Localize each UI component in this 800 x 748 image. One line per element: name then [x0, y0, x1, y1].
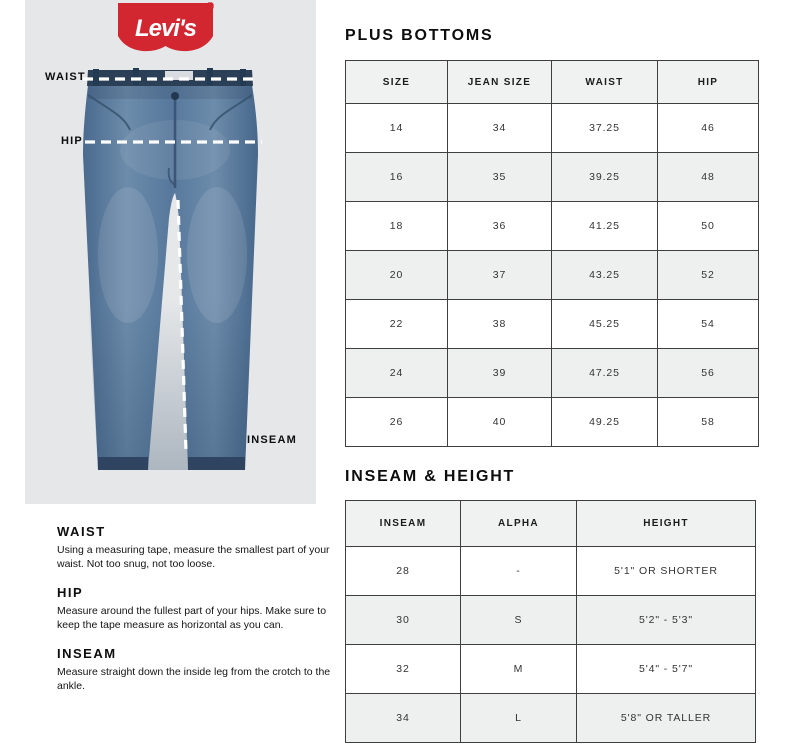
guide-waist-body: Using a measuring tape, measure the smallest part of your waist. Not too snug, not too loose.: [57, 544, 330, 571]
cell-alpha: L: [461, 694, 577, 743]
cell-jean-size: 34: [448, 104, 552, 153]
cell-height: 5'4" - 5'7": [577, 645, 756, 694]
table-row: [346, 645, 756, 694]
cell-size: 22: [346, 300, 448, 349]
plus-bottoms-title: PLUS BOTTOMS: [345, 27, 494, 44]
guide-inseam-body: Measure straight down the inside leg from the crotch to the ankle.: [57, 665, 331, 693]
cell-waist: 37.25: [552, 104, 658, 153]
table-row: [346, 694, 756, 743]
cell-inseam: 28: [346, 547, 461, 596]
column-header: JEAN SIZE: [448, 61, 552, 104]
table-row: [346, 202, 759, 251]
table-row: [346, 251, 759, 300]
cell-waist: 43.25: [552, 251, 658, 300]
table-row: [346, 596, 756, 645]
table-row: [346, 153, 759, 202]
column-header: ALPHA: [461, 501, 577, 547]
cell-jean-size: 40: [448, 398, 552, 447]
cell-jean-size: 39: [448, 349, 552, 398]
jeans-button: [171, 92, 179, 100]
table-row: [346, 104, 759, 153]
cell-height: 5'8" OR TALLER: [577, 694, 756, 743]
table-row: [346, 398, 759, 447]
cell-inseam: 34: [346, 694, 461, 743]
column-header: WAIST: [552, 61, 658, 104]
hip-label: HIP: [61, 135, 83, 147]
inseam-height-table: [345, 500, 756, 743]
cell-hip: 52: [658, 251, 759, 300]
cell-hip: 58: [658, 398, 759, 447]
cell-waist: 47.25: [552, 349, 658, 398]
cell-size: 18: [346, 202, 448, 251]
cell-alpha: -: [461, 547, 577, 596]
cell-inseam: 30: [346, 596, 461, 645]
cell-waist: 41.25: [552, 202, 658, 251]
cell-alpha: S: [461, 596, 577, 645]
cell-jean-size: 36: [448, 202, 552, 251]
cell-jean-size: 38: [448, 300, 552, 349]
measurement-guide: [57, 524, 335, 707]
table-header-row: [346, 501, 756, 547]
cell-size: 24: [346, 349, 448, 398]
cell-waist: 45.25: [552, 300, 658, 349]
cell-hip: 50: [658, 202, 759, 251]
table-row: [346, 547, 756, 596]
column-header: HIP: [658, 61, 759, 104]
cell-hip: 56: [658, 349, 759, 398]
cell-jean-size: 37: [448, 251, 552, 300]
size-tables-column: [345, 27, 746, 743]
cell-size: 14: [346, 104, 448, 153]
cell-jean-size: 35: [448, 153, 552, 202]
inseam-label: INSEAM: [247, 434, 297, 446]
guide-hip-body: Measure around the fullest part of your hips. Make sure to keep the tape measure as horizontal as you can.: [57, 604, 327, 632]
cell-height: 5'1" OR SHORTER: [577, 547, 756, 596]
table-header-row: [346, 61, 759, 104]
waist-label: WAIST: [45, 71, 86, 83]
plus-bottoms-table: [345, 60, 759, 447]
column-header: SIZE: [346, 61, 448, 104]
guide-inseam-title: INSEAM: [57, 645, 117, 661]
cell-waist: 49.25: [552, 398, 658, 447]
inseam-height-title: INSEAM & HEIGHT: [345, 468, 516, 485]
cell-inseam: 32: [346, 645, 461, 694]
cell-height: 5'2" - 5'3": [577, 596, 756, 645]
cell-size: 16: [346, 153, 448, 202]
table-row: [346, 349, 759, 398]
cell-hip: 46: [658, 104, 759, 153]
guide-hip-title: HIP: [57, 584, 84, 600]
guide-waist-title: WAIST: [57, 524, 106, 539]
table-row: [346, 300, 759, 349]
column-header: INSEAM: [346, 501, 461, 547]
levis-logo-text: Levi's: [134, 15, 197, 42]
cell-waist: 39.25: [552, 153, 658, 202]
jeans-diagram-panel: [25, 0, 316, 504]
column-header: HEIGHT: [577, 501, 756, 547]
cell-hip: 48: [658, 153, 759, 202]
cell-size: 26: [346, 398, 448, 447]
cell-alpha: M: [461, 645, 577, 694]
cell-hip: 54: [658, 300, 759, 349]
registered-trademark: ®: [206, 1, 215, 13]
cell-size: 20: [346, 251, 448, 300]
